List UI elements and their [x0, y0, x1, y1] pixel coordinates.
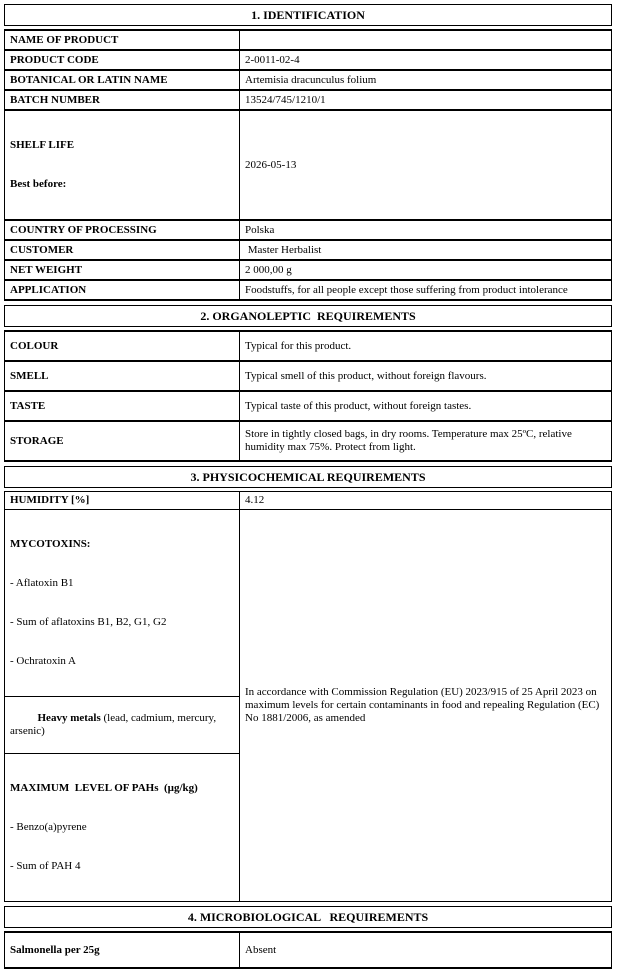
label-cell: Salmonella per 25g — [5, 932, 240, 968]
label-cell: APPLICATION — [5, 280, 240, 300]
table-row — [5, 932, 612, 968]
label-cell: HUMIDITY [%] — [5, 492, 240, 510]
microbiological-title: 4. MICROBIOLOGICAL REQUIREMENTS — [4, 906, 612, 928]
section-identification — [4, 4, 612, 301]
value-cell: Artemisia dracunculus folium — [240, 70, 612, 90]
value-cell: Master Herbalist — [240, 240, 612, 260]
value-cell: 13524/745/1210/1 — [240, 90, 612, 110]
microbiological-table — [4, 931, 612, 969]
table-row — [5, 240, 612, 260]
best-before-label: Best before: — [10, 178, 67, 190]
shelf-life-label: SHELF LIFE — [10, 139, 75, 151]
value-cell: Foodstuffs, for all people except those suffering from product intolerance — [240, 280, 612, 300]
organoleptic-title: 2. ORGANOLEPTIC REQUIREMENTS — [4, 305, 612, 327]
table-row — [5, 391, 612, 421]
value-cell: Polska — [240, 220, 612, 240]
organoleptic-table — [4, 330, 612, 462]
table-row — [5, 510, 612, 697]
section-microbiological — [4, 906, 612, 969]
value-cell: Absent — [240, 932, 612, 968]
pahs-item: - Benzo(a)pyrene — [10, 821, 87, 833]
label-cell: COLOUR — [5, 331, 240, 361]
label-cell: BATCH NUMBER — [5, 90, 240, 110]
table-row — [5, 90, 612, 110]
table-row — [5, 220, 612, 240]
mycotoxins-item: - Aflatoxin B1 — [10, 577, 74, 589]
physicochemical-table — [4, 491, 612, 902]
table-row — [5, 30, 612, 50]
heavy-metals-detail: (lead, cadmium, mercury, arsenic) — [10, 712, 219, 737]
identification-table — [4, 29, 612, 301]
heavy-metals-label: Heavy metals — [37, 712, 101, 724]
table-row — [5, 280, 612, 300]
value-cell: 2 000,00 g — [240, 260, 612, 280]
value-cell — [240, 30, 612, 50]
regulation-note-cell: In accordance with Commission Regulation (EU) 2023/915 of 25 April 2023 on maximum levels for certain contaminants in food and repealing Regulation (EC) No 1881/2006, as amended — [240, 510, 612, 902]
label-cell: STORAGE — [5, 421, 240, 461]
pahs-label: MAXIMUM LEVEL OF PAHs (µg/kg) — [10, 782, 198, 794]
value-cell: Store in tightly closed bags, in dry rooms. Temperature max 25ºC, relative humidity max 75%. Protect from light. — [240, 421, 612, 461]
section-organoleptic — [4, 305, 612, 462]
table-row — [5, 331, 612, 361]
mycotoxins-item: - Ochratoxin A — [10, 655, 76, 667]
value-cell: 2-0011-02-4 — [240, 50, 612, 70]
physicochemical-title: 3. PHYSICOCHEMICAL REQUIREMENTS — [4, 466, 612, 488]
pahs-cell — [5, 754, 240, 902]
identification-title: 1. IDENTIFICATION — [4, 4, 612, 26]
table-row — [5, 260, 612, 280]
label-cell: PRODUCT CODE — [5, 50, 240, 70]
heavy-metals-cell — [5, 697, 240, 754]
label-cell — [5, 110, 240, 220]
value-cell: Typical taste of this product, without foreign tastes. — [240, 391, 612, 421]
label-cell: NAME OF PRODUCT — [5, 30, 240, 50]
mycotoxins-cell — [5, 510, 240, 697]
mycotoxins-label: MYCOTOXINS: — [10, 538, 91, 550]
table-row — [5, 50, 612, 70]
label-cell: SMELL — [5, 361, 240, 391]
table-row — [5, 421, 612, 461]
value-cell: 2026-05-13 — [240, 110, 612, 220]
value-cell: Typical smell of this product, without foreign flavours. — [240, 361, 612, 391]
value-cell: 4.12 — [240, 492, 612, 510]
pahs-item: - Sum of PAH 4 — [10, 860, 81, 872]
value-cell: Typical for this product. — [240, 331, 612, 361]
table-row — [5, 361, 612, 391]
mycotoxins-item: - Sum of aflatoxins B1, B2, G1, G2 — [10, 616, 167, 628]
label-cell: NET WEIGHT — [5, 260, 240, 280]
label-cell: COUNTRY OF PROCESSING — [5, 220, 240, 240]
label-cell: TASTE — [5, 391, 240, 421]
table-row — [5, 70, 612, 90]
table-row — [5, 492, 612, 510]
table-row — [5, 110, 612, 220]
label-cell: CUSTOMER — [5, 240, 240, 260]
section-physicochemical — [4, 466, 612, 902]
label-cell: BOTANICAL OR LATIN NAME — [5, 70, 240, 90]
